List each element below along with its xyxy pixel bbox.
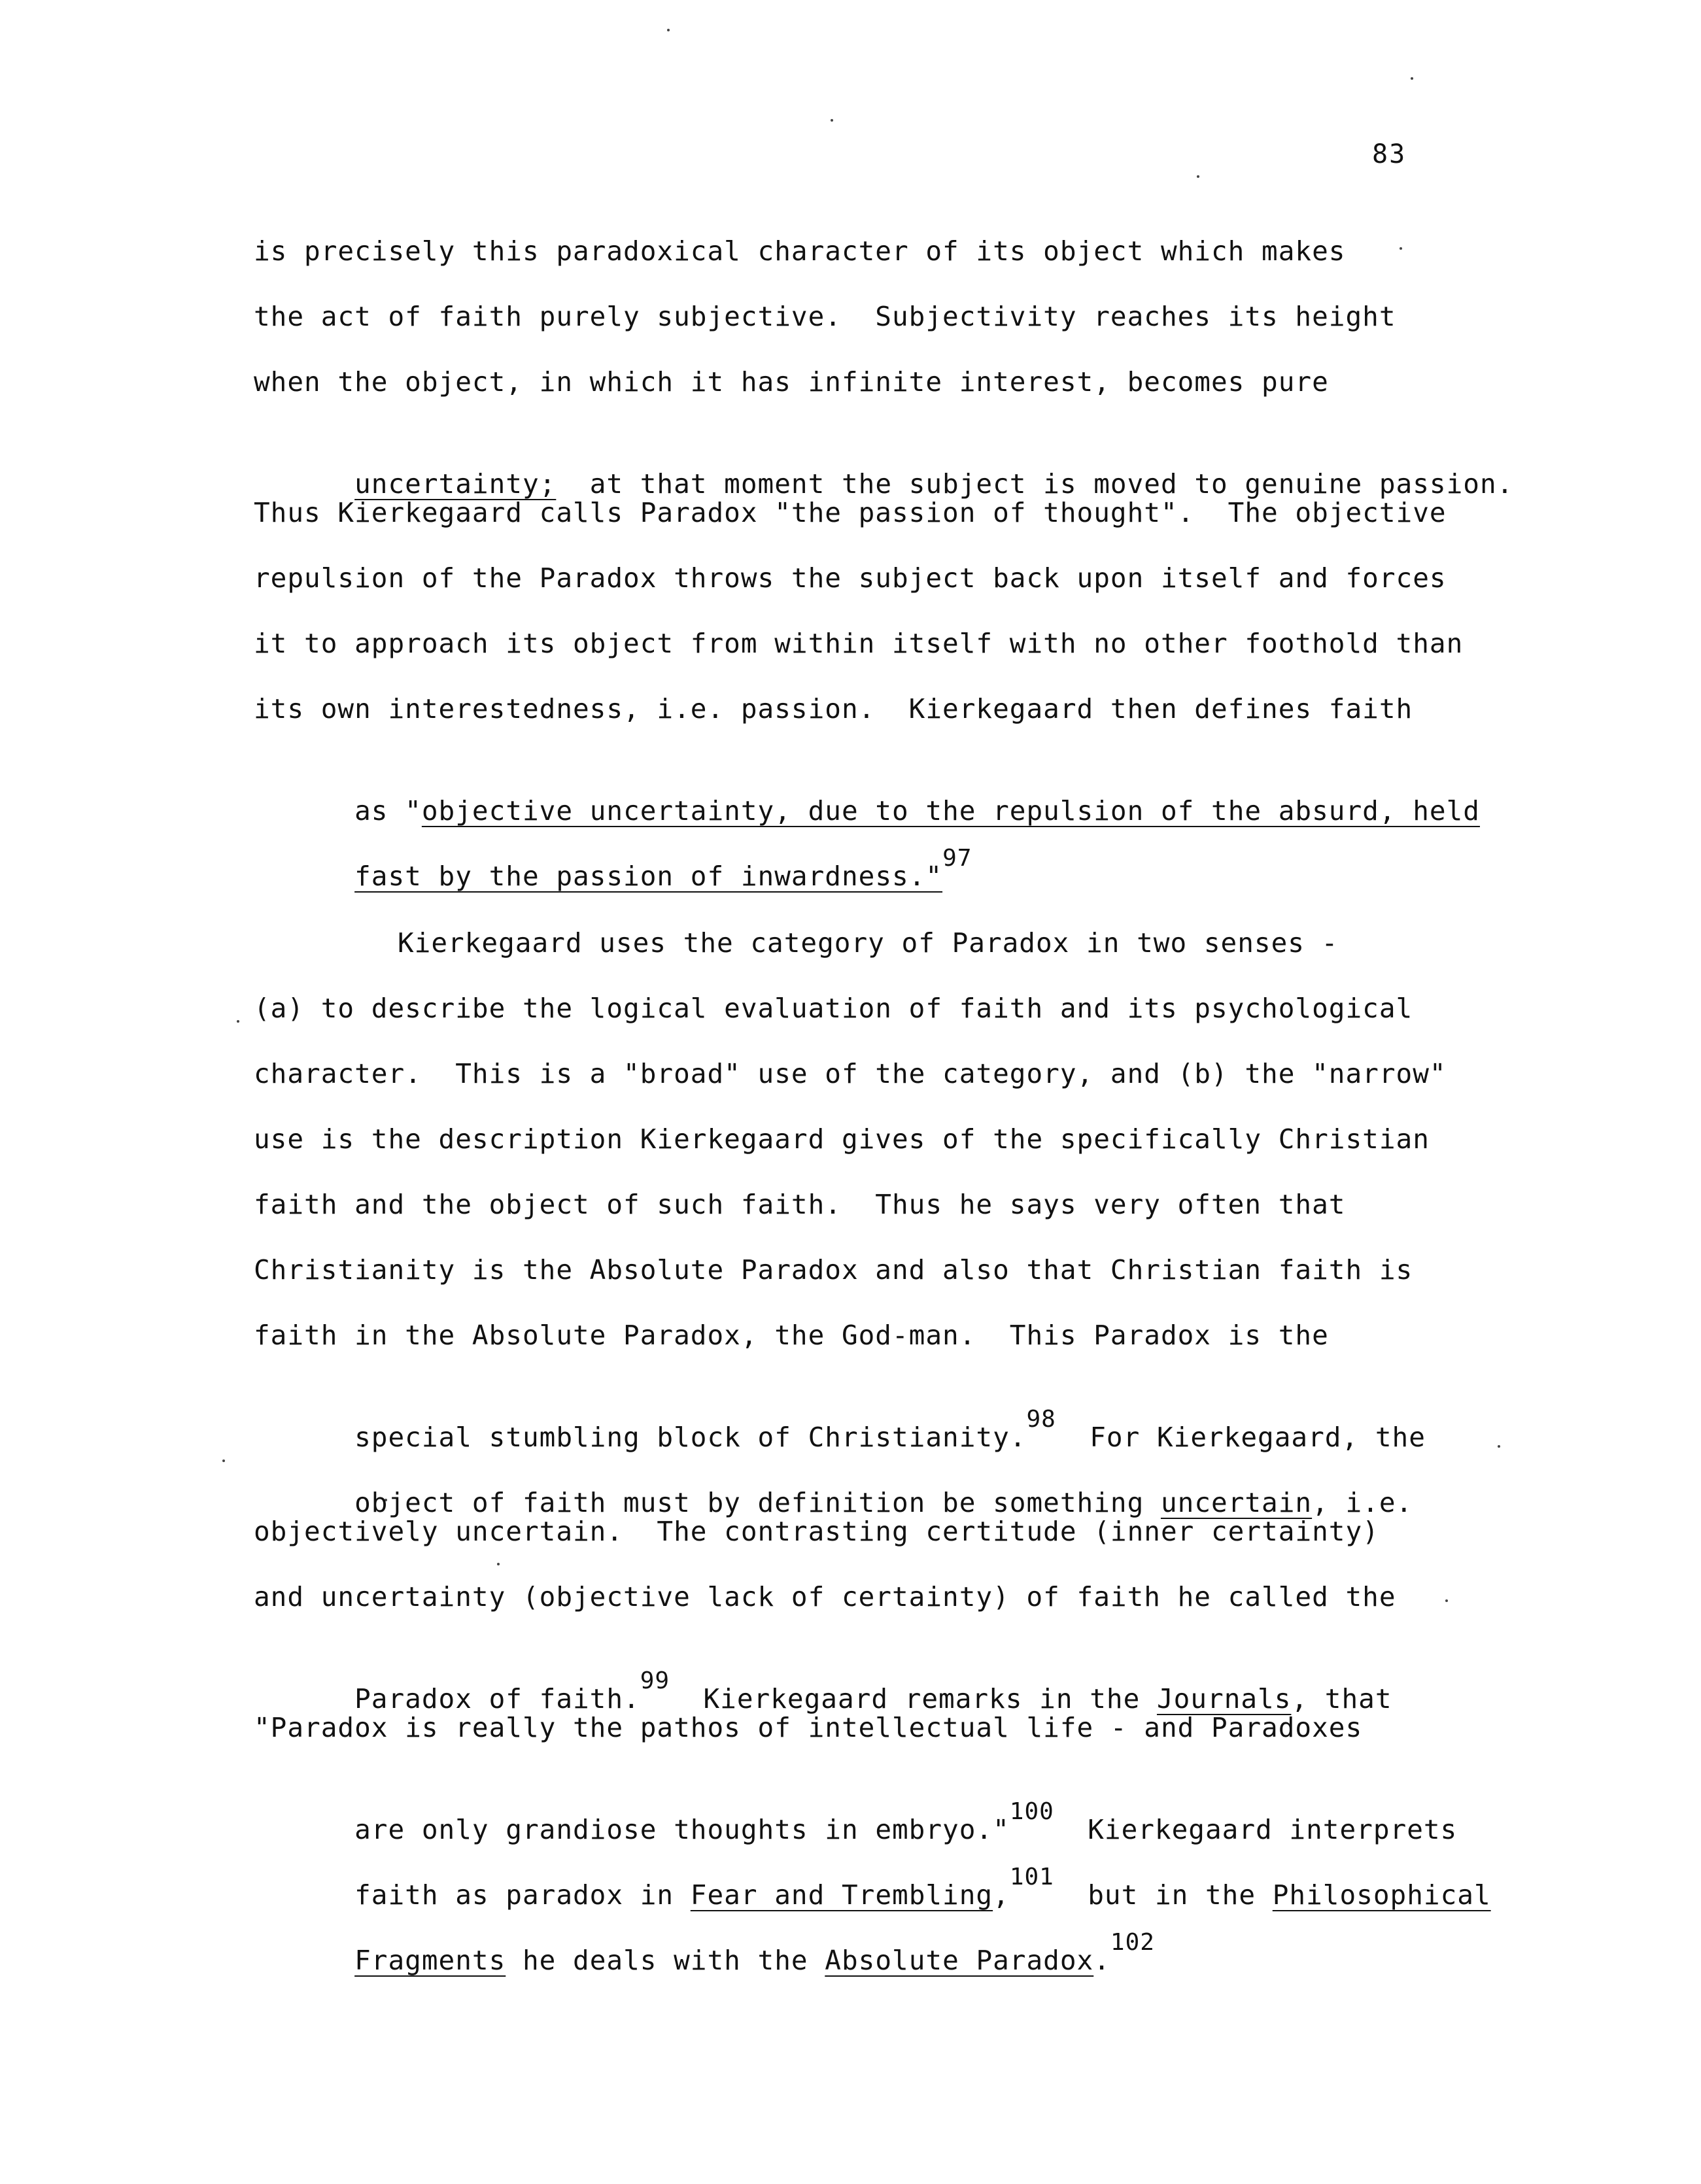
scan-speck xyxy=(1400,247,1402,250)
text-span: faith as paradox in xyxy=(354,1879,691,1911)
scan-speck xyxy=(222,1459,225,1462)
scan-speck xyxy=(1498,1445,1500,1448)
text-line: character. This is a "broad" use of the category, and (b) the "narrow" xyxy=(254,1058,1447,1089)
text-line: "Paradox is really the pathos of intellectual life - and Paradoxes xyxy=(254,1712,1363,1743)
text-span: special stumbling block of Christianity. xyxy=(354,1422,1027,1453)
footnote-marker: 100 xyxy=(1009,1798,1054,1825)
text-line: (a) to describe the logical evaluation of faith and its psychological xyxy=(254,993,1413,1024)
text-line: repulsion of the Paradox throws the subject back upon itself and forces xyxy=(254,562,1447,594)
underlined-title: Journals xyxy=(1156,1683,1292,1715)
text-line: Kierkegaard uses the category of Paradox in two senses - xyxy=(398,927,1339,959)
footnote-marker: 101 xyxy=(1009,1864,1054,1890)
underlined-title: Philosophical xyxy=(1272,1879,1491,1911)
text-line: faith in the Absolute Paradox, the God-man. This Paradox is the xyxy=(254,1320,1329,1351)
text-span: at that moment the subject is moved to genuine passion. xyxy=(556,468,1514,500)
footnote-marker: 99 xyxy=(640,1667,670,1694)
underlined-title: Absolute Paradox xyxy=(825,1945,1094,1976)
footnote-marker: 102 xyxy=(1110,1929,1155,1956)
text-line: faith and the object of such faith. Thus he says very often that xyxy=(254,1189,1346,1220)
underlined-quote: fast by the passion of inwardness." xyxy=(354,861,943,892)
text-span: , xyxy=(993,1879,1010,1911)
scan-speck xyxy=(1445,1599,1448,1602)
text-span: as " xyxy=(354,795,422,827)
text-span: but in the xyxy=(1054,1879,1273,1911)
text-line: its own interestedness, i.e. passion. Kierkegaard then defines faith xyxy=(254,693,1413,725)
text-span: he deals with the xyxy=(506,1945,825,1976)
text-span: Paradox of faith. xyxy=(354,1683,640,1715)
text-line: and uncertainty (objective lack of certainty) of faith he called the xyxy=(254,1581,1396,1612)
text-span: . xyxy=(1093,1945,1110,1976)
text-span: Kierkegaard remarks in the xyxy=(670,1683,1157,1715)
footnote-marker: 98 xyxy=(1026,1406,1056,1433)
text-line: when the object, in which it has infinite interest, becomes pure xyxy=(254,366,1329,398)
underlined-title: Fear and Trembling xyxy=(690,1879,993,1911)
footnote-marker: 97 xyxy=(942,845,972,872)
underlined-text: uncertain xyxy=(1160,1487,1313,1518)
text-line: Christianity is the Absolute Paradox and also that Christian faith is xyxy=(254,1254,1413,1286)
scan-speck xyxy=(831,119,833,122)
text-line: use is the description Kierkegaard gives of the specifically Christian xyxy=(254,1123,1430,1155)
text-line: the act of faith purely subjective. Subjectivity reaches its height xyxy=(254,301,1396,332)
text-span: Kierkegaard interprets xyxy=(1054,1814,1458,1845)
text-line: is precisely this paradoxical character of its object which makes xyxy=(254,235,1346,267)
scan-speck xyxy=(237,1020,239,1023)
underlined-quote: objective uncertainty, due to the repulsion of the absurd, held xyxy=(421,795,1480,827)
underlined-text: uncertainty; xyxy=(354,468,557,500)
text-line: objectively uncertain. The contrasting certitude (inner certainty) xyxy=(254,1516,1379,1547)
text-span: , that xyxy=(1291,1683,1392,1715)
text-line xyxy=(254,1905,1155,2017)
text-line: Thus Kierkegaard calls Paradox "the passion of thought". The objective xyxy=(254,497,1447,528)
page-number: 83 xyxy=(1372,139,1407,169)
underlined-title: Fragments xyxy=(354,1945,506,1976)
scan-speck xyxy=(667,29,670,31)
scan-speck xyxy=(497,1563,500,1565)
scan-speck xyxy=(1411,77,1413,80)
text-span: For Kierkegaard, the xyxy=(1056,1422,1426,1453)
text-line xyxy=(254,821,972,933)
text-span: object of faith must by definition be something xyxy=(354,1487,1161,1518)
text-line: it to approach its object from within itself with no other foothold than xyxy=(254,628,1464,659)
scan-speck xyxy=(1197,175,1199,178)
text-span: are only grandiose thoughts in embryo." xyxy=(354,1814,1010,1845)
text-span: , i.e. xyxy=(1312,1487,1413,1518)
